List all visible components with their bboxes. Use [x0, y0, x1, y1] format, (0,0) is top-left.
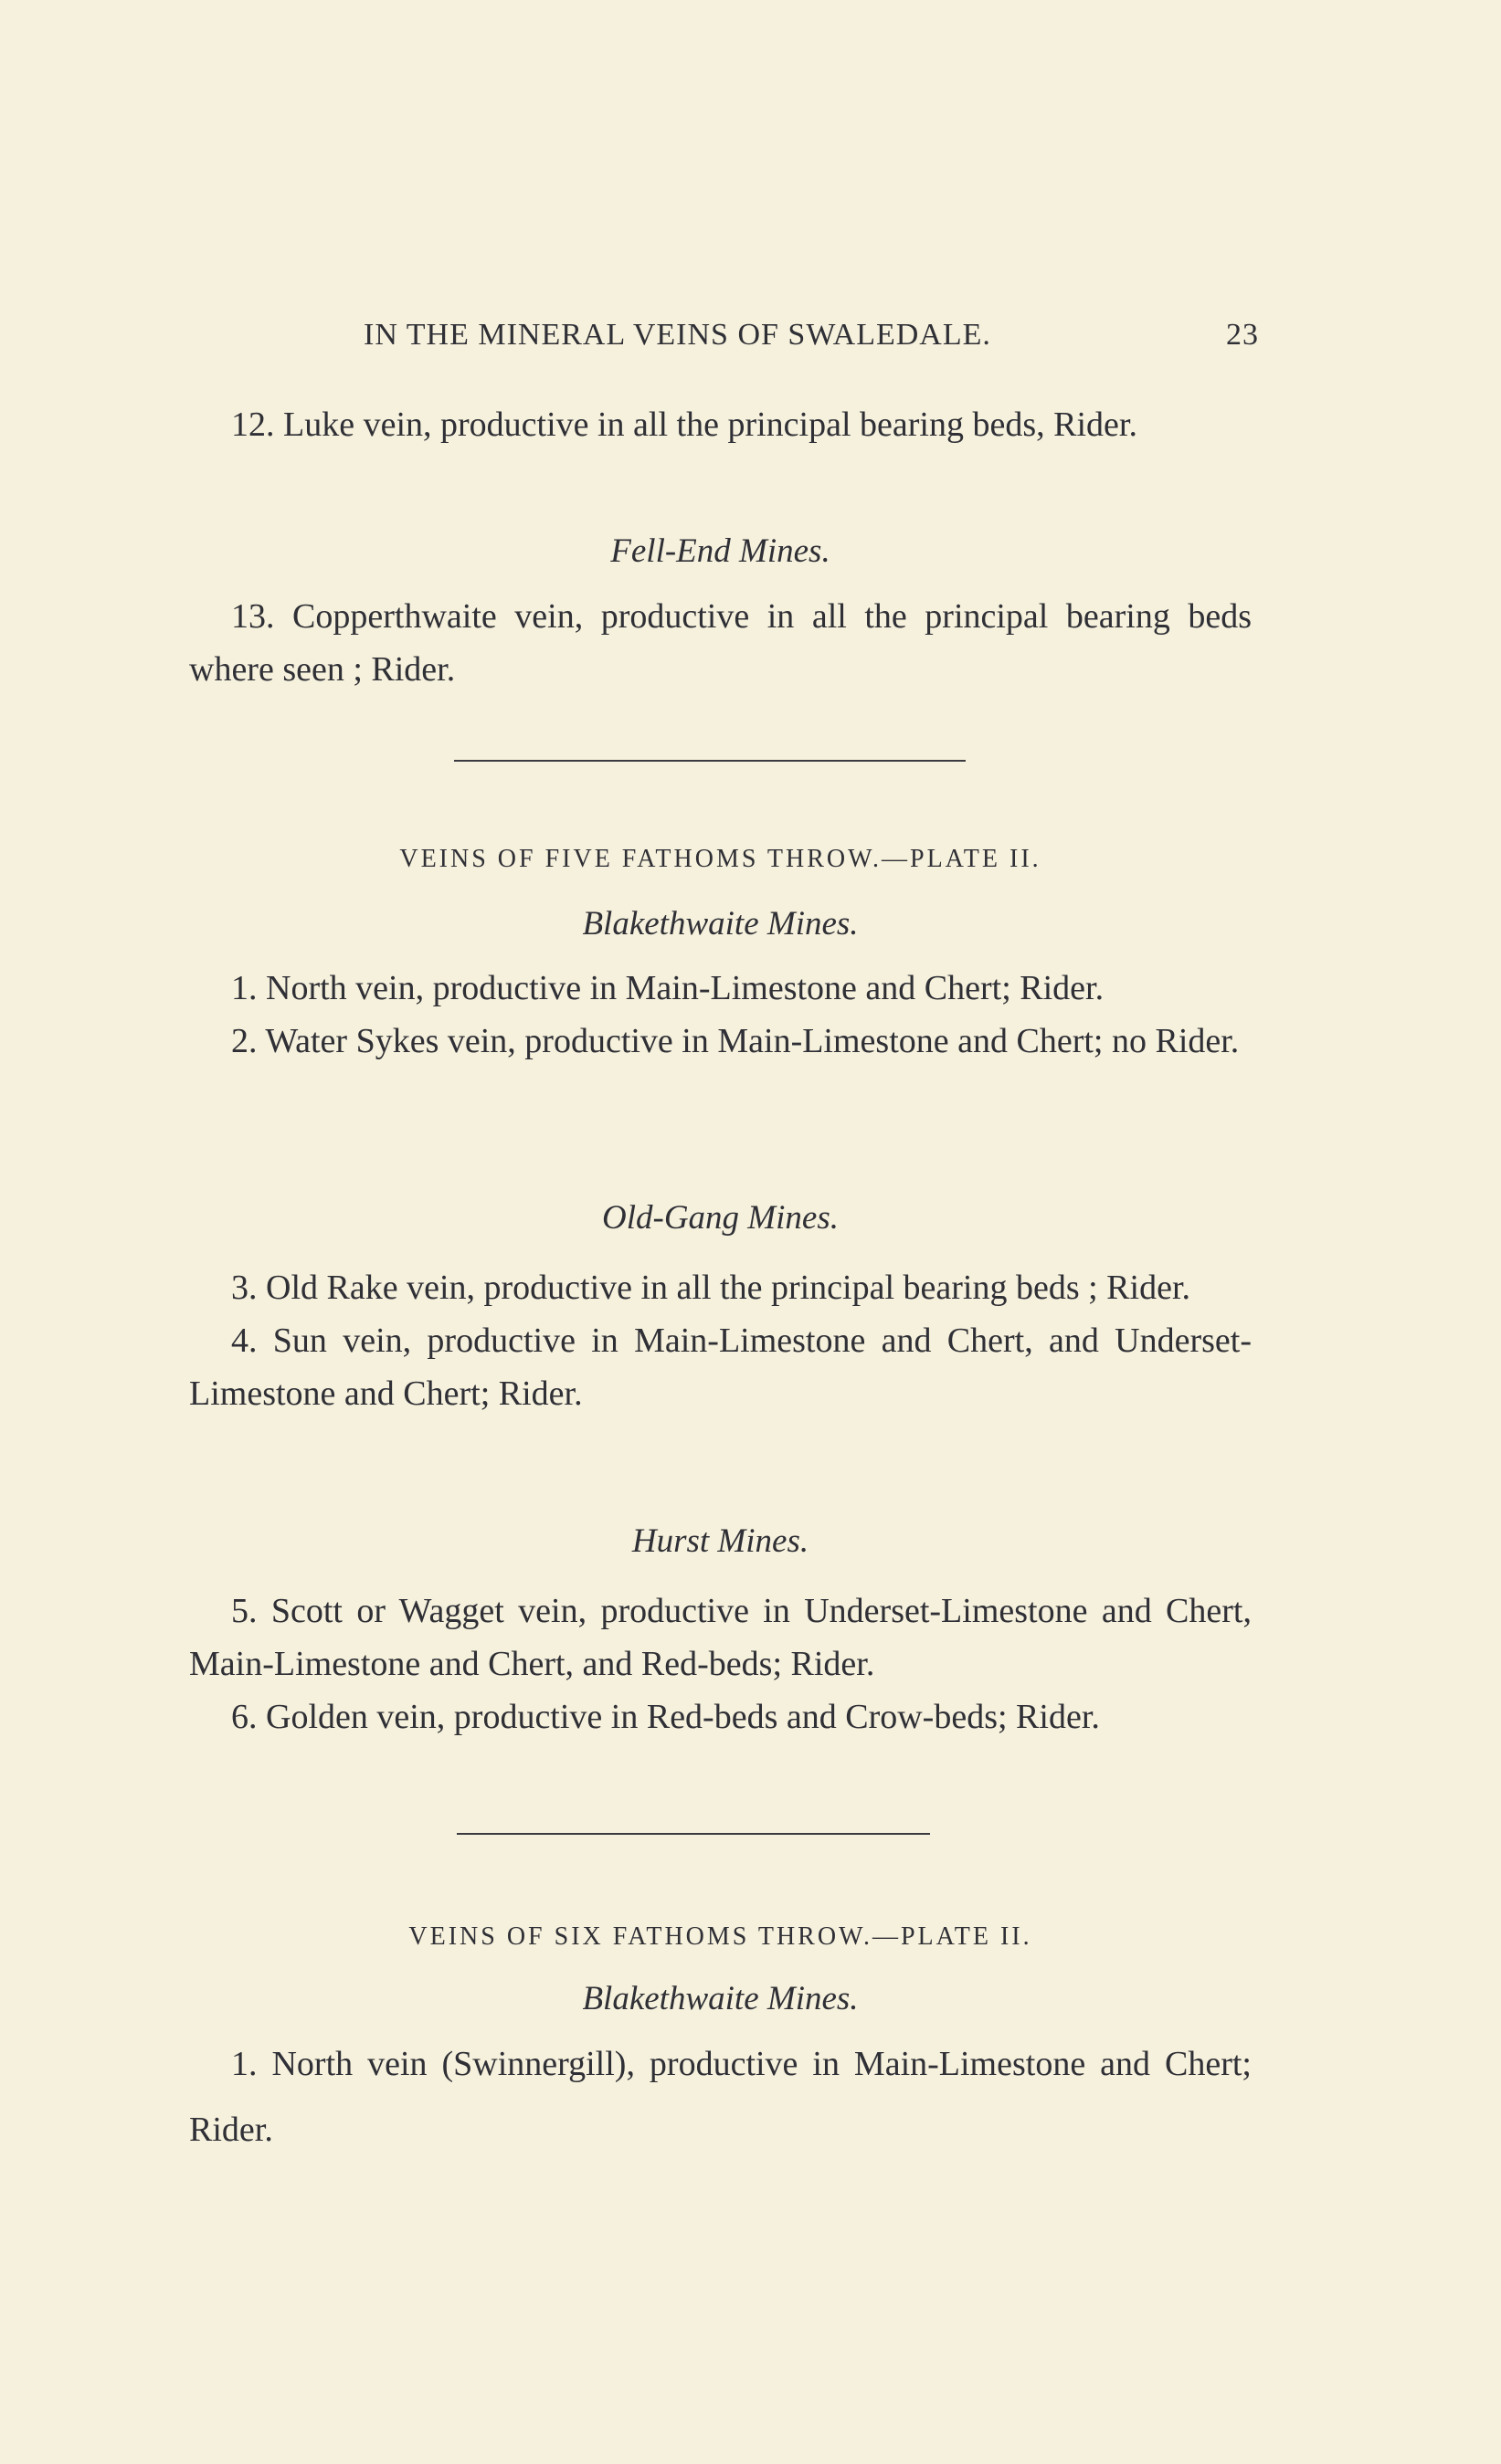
entry-2: 2. Water Sykes vein, productive in Main-Limestone and Chert; no Rider.: [231, 1022, 1240, 1060]
five-fathoms-entries-b: [189, 1261, 1252, 1420]
six-entry-1: 1. North vein (Swinnergill), productive in Main-Limestone and Chert; Rider.: [189, 2045, 1252, 2149]
entry-3: 3. Old Rake vein, productive in all the principal bearing beds ; Rider.: [231, 1269, 1191, 1307]
page-number: 23: [1226, 318, 1259, 352]
entry-13-block: [189, 590, 1252, 696]
blakethwaite-heading-2: Blakethwaite Mines.: [582, 1980, 859, 2017]
entry-12-block: [189, 398, 1252, 451]
section-divider-2: [457, 1833, 930, 1835]
running-title: IN THE MINERAL VEINS OF SWALEDALE.: [364, 318, 991, 352]
five-fathoms-title: VEINS OF FIVE FATHOMS THROW.—PLATE II.: [399, 845, 1041, 873]
fell-end-heading: Fell-End Mines.: [610, 532, 830, 570]
six-fathoms-entries: [189, 2031, 1252, 2163]
entry-6: 6. Golden vein, productive in Red-beds and Crow-beds; Rider.: [231, 1698, 1100, 1736]
old-gang-heading: Old-Gang Mines.: [602, 1199, 839, 1237]
five-fathoms-entries-a: [189, 962, 1252, 1068]
entry-5: 5. Scott or Wagget vein, productive in Underset-Limestone and Chert, Main-Limestone and Chert, and Red-beds; Rider.: [189, 1592, 1252, 1683]
entry-4: 4. Sun vein, productive in Main-Limestone and Chert, and Underset-Limestone and Chert; Rider.: [189, 1322, 1252, 1413]
six-fathoms-title: VEINS OF SIX FATHOMS THROW.—PLATE II.: [408, 1922, 1032, 1951]
section-divider: [454, 760, 966, 762]
entry-13: 13. Copperthwaite vein, productive in all the principal bearing beds where seen ; Rider.: [189, 597, 1252, 689]
entry-12: 12. Luke vein, productive in all the principal bearing beds, Rider.: [231, 405, 1137, 444]
blakethwaite-heading: Blakethwaite Mines.: [582, 905, 859, 942]
hurst-heading: Hurst Mines.: [631, 1522, 809, 1560]
entry-1: 1. North vein, productive in Main-Limestone and Chert; Rider.: [231, 969, 1105, 1007]
five-fathoms-entries-c: [189, 1585, 1252, 1743]
